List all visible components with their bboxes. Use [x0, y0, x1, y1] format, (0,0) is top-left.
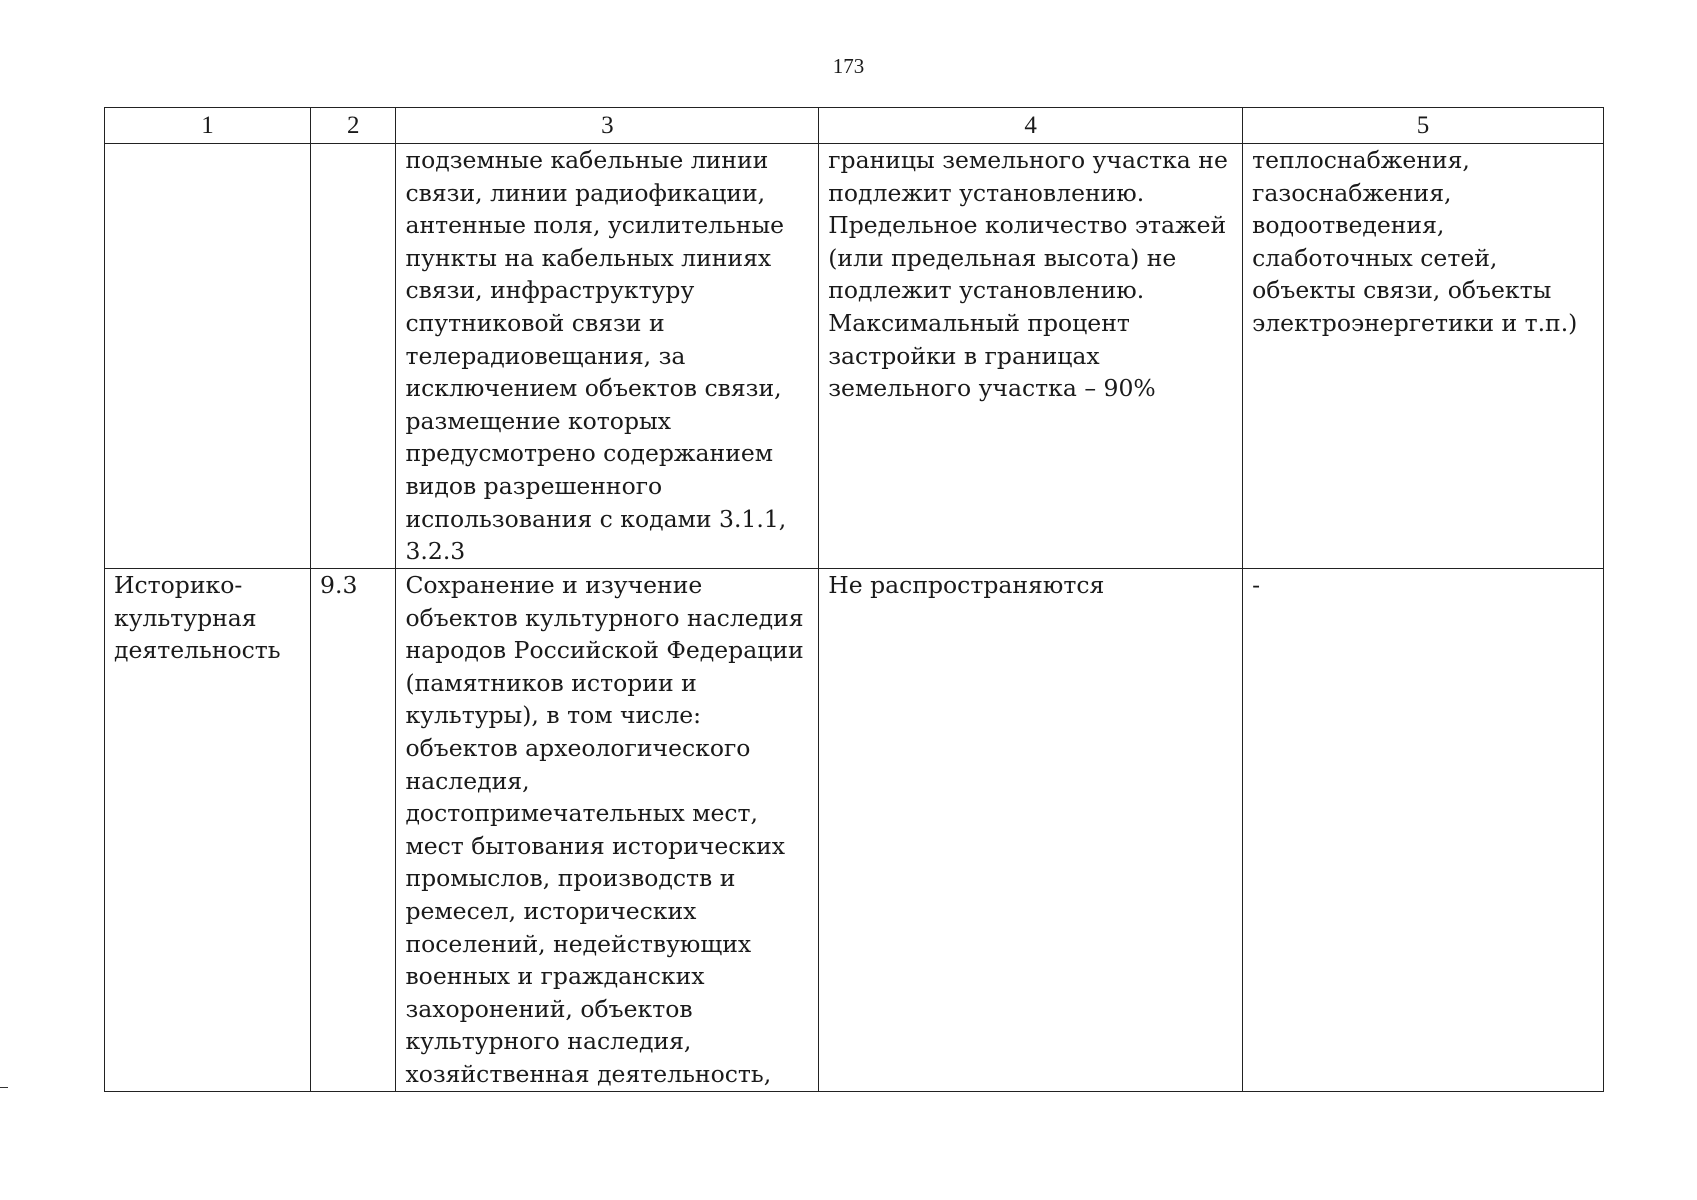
column-header-5: 5 — [1243, 108, 1604, 144]
limit-parameters-text: Не распространяются — [828, 571, 1105, 599]
table-row — [105, 144, 1604, 569]
land-use-code-cell — [311, 144, 396, 569]
restrictions-text: - — [1252, 571, 1261, 599]
page-number: 173 — [832, 54, 865, 78]
land-use-name-cell — [105, 144, 311, 569]
limit-parameters-cell — [819, 144, 1243, 569]
column-header-1: 1 — [105, 108, 311, 144]
column-header-2: 2 — [311, 108, 396, 144]
margin-mark — [0, 1087, 8, 1088]
restrictions-cell — [1243, 144, 1604, 569]
land-use-name-cell — [105, 569, 311, 1092]
land-use-code-cell — [311, 569, 396, 1092]
land-use-description-cell — [396, 569, 819, 1092]
table-header-row — [105, 108, 1604, 144]
restrictions-text: теплоснабжения, газоснабжения, водоотведения, слаботочных сетей, объекты связи, объекты электроэнергетики и т.п.) — [1252, 146, 1578, 337]
land-use-description-text: подземные кабельные линии связи, линии радиофикации, антенные поля, усилительные пункты на кабельных линиях связи, инфраструктуру спутниковой связи и телерадиовещания, за исключением объектов связи, размещение которых предусмотрено содержанием видов разрешенного использования с кодами 3.1.1, 3.2.3 — [405, 146, 787, 566]
land-use-description-cell — [396, 144, 819, 569]
column-header-3: 3 — [396, 108, 819, 144]
limit-parameters-text: границы земельного участка не подлежит установлению. Предельное количество этажей (или предельная высота) не подлежит установлению. Максимальный процент застройки в границах земельного участка – 90% — [828, 146, 1228, 403]
limit-parameters-cell — [819, 569, 1243, 1092]
restrictions-cell — [1243, 569, 1604, 1092]
table-row — [105, 569, 1604, 1092]
land-use-code-text: 9.3 — [320, 571, 358, 599]
column-header-4: 4 — [819, 108, 1243, 144]
zoning-regulations-table — [104, 107, 1604, 1092]
land-use-description-text: Сохранение и изучение объектов культурного наследия народов Российской Федерации (памятников истории и культуры), в том числе: объектов археологического наследия, достопримечательных мест, мест бытования исторических промыслов, производств и ремесел, исторических поселений, недействующих военных и гражданских захоронений, объектов культурного наследия, хозяйственная деятельность, — [405, 571, 804, 1088]
land-use-name-text: Историко-культурная деятельность — [114, 571, 281, 665]
